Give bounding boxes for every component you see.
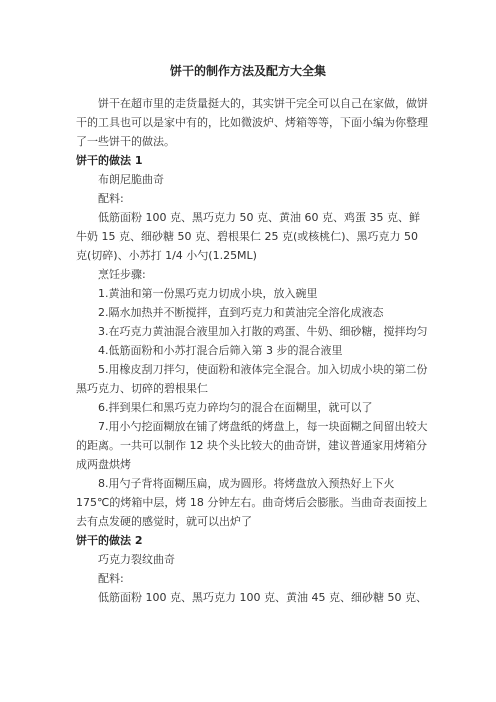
document-body [76,94,428,607]
paragraph: 2.隔水加热并不断搅拌，直到巧克力和黄油完全溶化成液态 [98,306,384,319]
paragraph: 饼干在超市里的走货量挺大的，其实饼干完全可以自己在家做，做饼干的工具也可以是家中有的，比如微波炉、烤箱等等，下面小编为你整理了一些饼干的做法。 [76,97,428,148]
document-title: 饼干的制作方法及配方大全集 [169,64,326,78]
paragraph: 配料: [98,572,124,585]
paragraph: 低筋面粉 100 克、黑巧克力 100 克、黄油 45 克、细砂糖 50 克、 [98,591,427,604]
paragraph: 巧克力裂纹曲奇 [98,553,175,566]
paragraph: 低筋面粉 100 克、黑巧克力 50 克、黄油 60 克、鸡蛋 35 克、鲜牛奶 15 克、细砂糖 50 克、碧根果仁 25 克(或核桃仁)、黑巧克力 50 克(切碎)、小苏打 1/4 小勺(1.25ML) [76,211,420,262]
section-heading: 饼干的做法 2 [76,534,143,547]
paragraph: 4.低筋面粉和小苏打混合后筛入第 3 步的混合液里 [98,344,343,357]
paragraph: 5.用橡皮刮刀拌匀，使面粉和液体完全混合。加入切成小块的第二份黑巧克力、切碎的碧根果仁 [76,363,428,395]
paragraph: 7.用小勺挖面糊放在铺了烤盘纸的烤盘上，每一块面糊之间留出较大的距离。一共可以制作 12 块个头比较大的曲奇饼，建议普通家用烤箱分成两盘烘烤 [76,420,428,471]
paragraph: 8.用勺子背将面糊压扁，成为圆形。将烤盘放入预热好上下火 175℃的烤箱中层，烤 18 分钟左右。曲奇烤后会膨胀。当曲奇表面按上去有点发硬的感觉时，就可以出炉了 [76,477,428,528]
paragraph: 6.拌到果仁和黑巧克力碎均匀的混合在面糊里，就可以了 [98,401,373,414]
paragraph: 3.在巧克力黄油混合液里加入打散的鸡蛋、牛奶、细砂糖，搅拌均匀 [98,325,428,338]
paragraph: 配料: [98,192,124,205]
paragraph: 1.黄油和第一份黑巧克力切成小块，放入碗里 [98,287,318,300]
paragraph: 布朗尼脆曲奇 [98,173,164,186]
section-heading: 饼干的做法 1 [76,154,143,167]
paragraph: 烹饪步骤: [98,268,146,281]
